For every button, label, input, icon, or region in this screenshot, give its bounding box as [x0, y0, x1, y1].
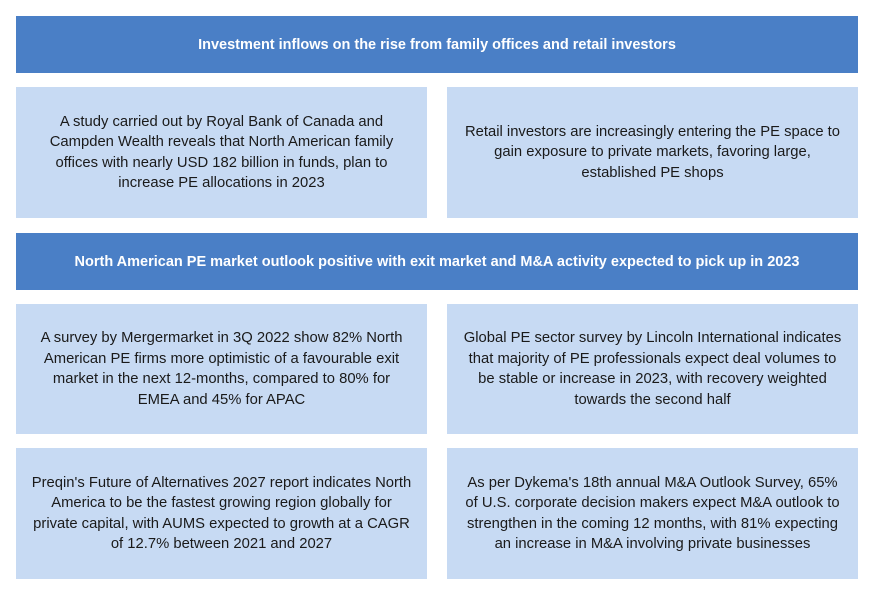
box-rbc-study: [16, 87, 427, 218]
banner-investment-inflows-text: Investment inflows on the rise from family offices and retail investors: [198, 36, 676, 53]
box-retail-investors: [447, 87, 858, 218]
box-rbc-study-text: A study carried out by Royal Bank of Canada and Campden Wealth reveals that North American family offices with nearly USD 182 billion in funds, plan to increase PE allocations in 2023: [49, 113, 394, 191]
banner-investment-inflows: [16, 16, 858, 73]
box-mergermarket-survey: [16, 304, 427, 434]
banner-pe-market-outlook-text: North American PE market outlook positive with exit market and M&A activity expected to pick up in 2023: [74, 253, 800, 270]
box-preqin-report: [16, 448, 427, 579]
box-lincoln-survey: [447, 304, 858, 434]
box-preqin-report-text: Preqin's Future of Alternatives 2027 report indicates North America to be the fastest growing region globally for private capital, with AUMS expected to growth at a CAGR of 12.7% between 2021 and 2027: [31, 474, 412, 552]
box-dykema-survey: [447, 448, 858, 579]
box-retail-investors-text: Retail investors are increasingly entering the PE space to gain exposure to private markets, favoring large, established PE shops: [464, 123, 841, 181]
box-dykema-survey-text: As per Dykema's 18th annual M&A Outlook Survey, 65% of U.S. corporate decision makers expect M&A outlook to strengthen in the coming 12 months, with 81% expecting an increase in M&A involving private businesses: [465, 474, 840, 552]
box-mergermarket-survey-text: A survey by Mergermarket in 3Q 2022 show 82% North American PE firms more optimistic of a favourable exit market in the next 12-months, compared to 80% for EMEA and 45% for APAC: [40, 330, 403, 408]
box-lincoln-survey-text: Global PE sector survey by Lincoln International indicates that majority of PE professionals expect deal volumes to be stable or increase in 2023, with recovery weighted towards the second half: [463, 330, 842, 408]
banner-pe-market-outlook: [16, 233, 858, 290]
